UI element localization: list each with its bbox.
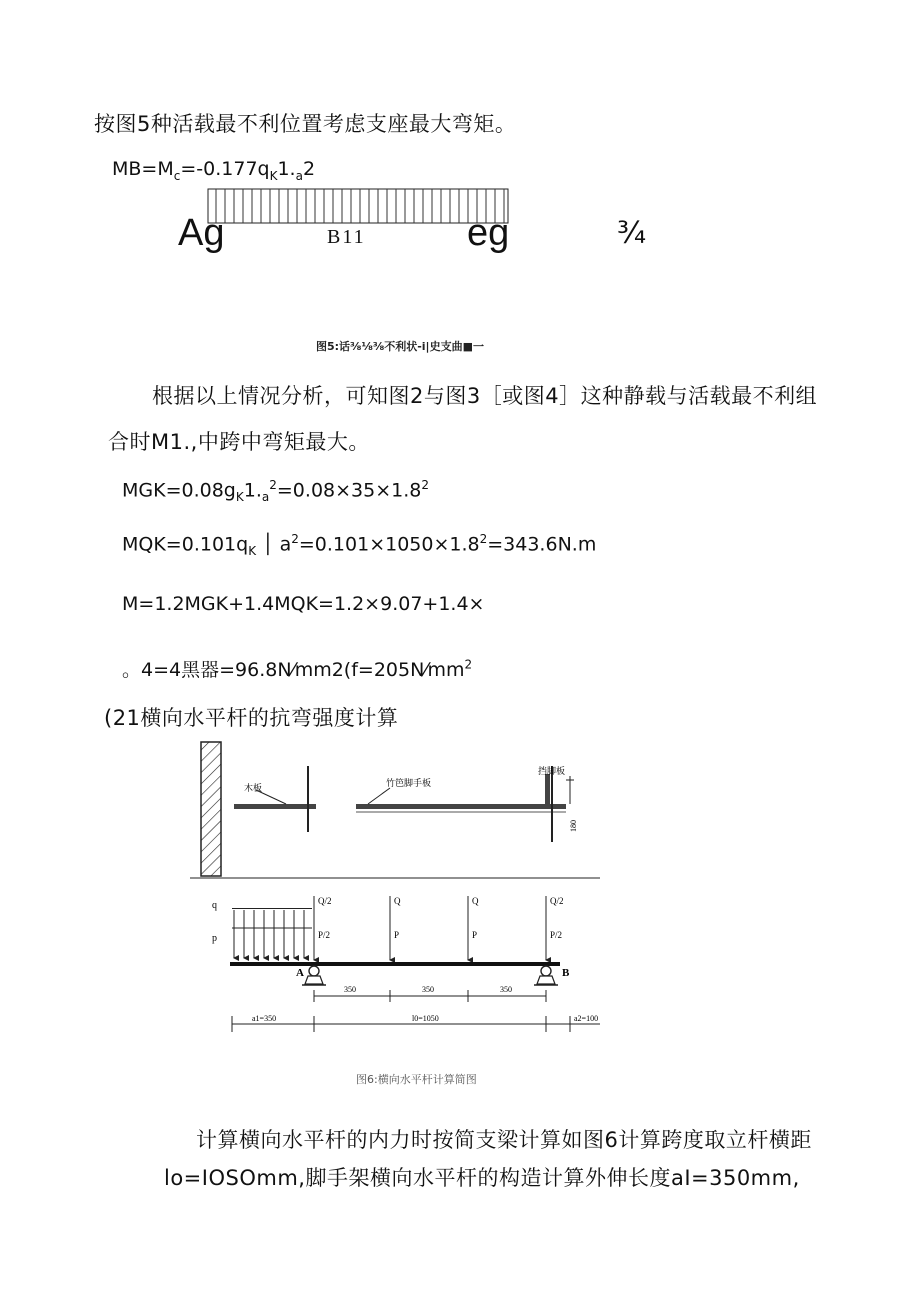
equation-m: M=1.2MGK+1.4MQK=1.2×9.07+1.4× (122, 593, 485, 615)
toe-board (545, 774, 550, 804)
wood-plank (234, 804, 316, 809)
support-b (534, 966, 558, 985)
support-a (302, 966, 326, 985)
label-toe-board: 挡脚板 (538, 766, 566, 776)
fig6-diagram (190, 738, 620, 1038)
load-q-1: Q (394, 896, 401, 906)
fig5-label-right: eg (467, 212, 510, 254)
fig5-label-left: Ag (178, 212, 225, 254)
fig5-label-far: ¾ (617, 216, 647, 251)
dim-l0: l0=1050 (412, 1014, 439, 1023)
label-support-a: A (296, 967, 304, 979)
load-p-1: P (394, 930, 400, 940)
label-wood-plank: 木板 (244, 783, 263, 793)
intro-text: 按图5种活载最不利位置考虑支座最大弯矩。 (94, 112, 517, 136)
paragraph-2-line-2: lo=IOSOmm,脚手架横向水平杆的构造计算外伸长度aI=350mm, (164, 1166, 800, 1190)
fig6-caption: 图6:横向水平杆计算简图 (356, 1073, 477, 1086)
dim-a1: a1=350 (252, 1014, 277, 1023)
dim-a2: a2=100 (574, 1014, 599, 1023)
fig5-caption: 图5:话⅜⅛⅜不利状-i|史支曲■一 (316, 340, 484, 353)
label-bamboo-plank: 竹笆脚手板 (386, 778, 432, 788)
section-heading: (21横向水平杆的抗弯强度计算 (104, 706, 399, 730)
dim-350-2: 350 (422, 985, 434, 994)
load-left-bottom: P/2 (318, 930, 331, 940)
equation-stress: 。4=4黑器$=96.8N⁄mm2(f=205N⁄mm^2$ (122, 657, 473, 681)
load-p-2: P (472, 930, 478, 940)
fig5-hatch-lines (216, 189, 504, 223)
equation-mgk: $MGK=0.08g_K1._a^2=0.08\times 35\times 1.8^2$ (122, 478, 429, 505)
formula-mb: $MB=M_c=-0.177q_K1._a2$ (112, 158, 316, 183)
paragraph-2-line-1: 计算横向水平杆的内力时按简支梁计算如图6计算跨度取立杆横距 (196, 1128, 812, 1152)
load-right-top: Q/2 (550, 896, 564, 906)
bamboo-plank (356, 804, 566, 809)
load-left-top: Q/2 (318, 896, 332, 906)
fig5-label-mid: B11 (327, 226, 366, 248)
label-height: 180 (569, 820, 578, 832)
distributed-load-arrows (234, 910, 304, 958)
label-p: p (212, 933, 217, 944)
dim-350-1: 350 (344, 985, 356, 994)
dim-350-3: 350 (500, 985, 512, 994)
wall-hatch (201, 742, 221, 876)
equation-mqk: $MQK=0.101q_K$ │ $a^2=0.101\times 1050\times 1.8^2=343.6N.m$ (122, 532, 597, 559)
load-right-bottom: P/2 (550, 930, 563, 940)
beam (230, 962, 560, 966)
load-q-2: Q (472, 896, 479, 906)
paragraph-1-line-2: 合时M1.,中跨中弯矩最大。 (108, 430, 370, 454)
label-support-b: B (562, 967, 570, 979)
label-q: q (212, 900, 217, 911)
paragraph-1-line-1: 根据以上情况分析，可知图2与图3［或图4］这种静载与活载最不利组 (152, 384, 818, 408)
